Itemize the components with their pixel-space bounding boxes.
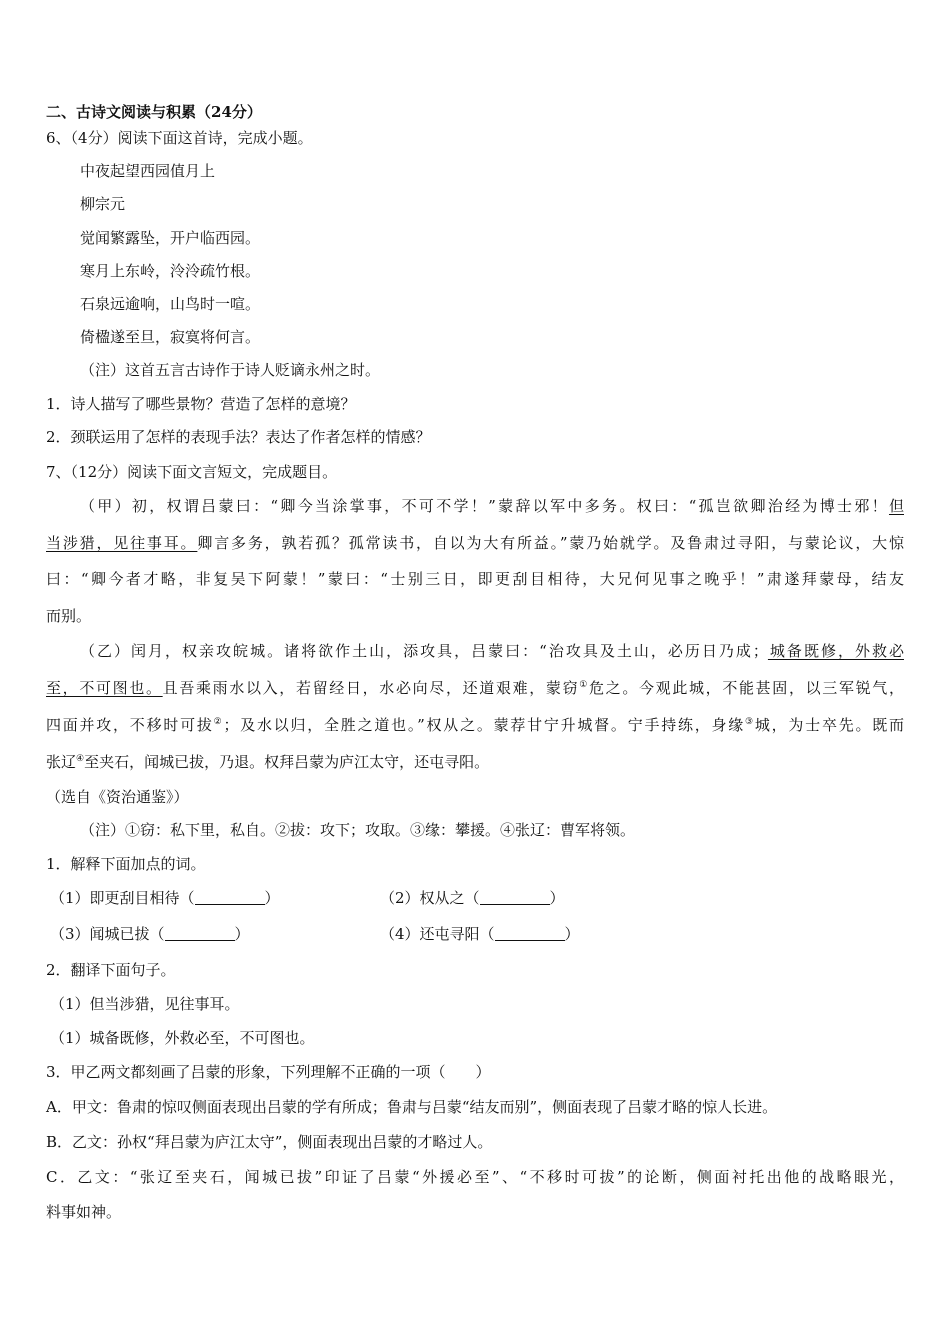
option-b: B．乙文：孙权“拜吕蒙为庐江太守”，侧面表现出吕蒙的才略过人。 [46, 1133, 493, 1151]
poem-line: 倚楹遂至旦，寂寞将何言。 [80, 328, 261, 346]
q6-stem: 6、（4分）阅读下面这首诗，完成小题。 [46, 129, 313, 147]
section-title: 二、古诗文阅读与积累（24分） [46, 103, 262, 121]
word-item-row: （3）闻城已拔（ ） （4）还屯寻阳（ ） [50, 925, 580, 943]
footnote-marker: ③ [745, 717, 755, 727]
answer-blank[interactable] [495, 926, 565, 941]
option-a: A．甲文：鲁肃的惊叹侧面表现出吕蒙的学有所成；鲁肃与吕蒙“结友而别”，侧面表现了吕蒙才略的惊人长进。 [46, 1098, 778, 1116]
passage-yi-line: 张辽④至夹石，闻城已拔，乃退。权拜吕蒙为庐江太守，还屯寻阳。 [46, 753, 490, 771]
option-c: C．乙文：“张辽至夹石，闻城已拔”印证了吕蒙“外援必至”、“不移时可拔”的论断，侧面衬托出他的战略眼光， [46, 1168, 904, 1186]
underlined-phrase: 当涉猎，见往事耳。 [46, 534, 198, 552]
poem-line: 寒月上东岭，泠泠疏竹根。 [80, 262, 261, 280]
q7-sub2: 2．翻译下面句子。 [46, 961, 176, 979]
q6-sub2: 2．颈联运用了怎样的表现手法？表达了作者怎样的情感？ [46, 428, 431, 446]
translate-item: （1）城备既修，外救必至，不可图也。 [50, 1029, 315, 1047]
footnote-marker: ④ [76, 754, 85, 764]
footnote-marker: ② [213, 717, 224, 727]
poem-line: 石泉远逾响，山鸟时一喧。 [80, 295, 261, 313]
poem-note: （注）这首五言古诗作于诗人贬谪永州之时。 [80, 361, 381, 379]
option-c-cont: 料事如神。 [46, 1203, 122, 1221]
underlined-phrase: 至，不可图也。 [46, 679, 163, 697]
word-item-row: （1）即更刮目相待（ ） （2）权从之（ ） [50, 889, 565, 907]
footnote-marker: ① [579, 680, 589, 690]
q6-sub1: 1．诗人描写了哪些景物？营造了怎样的意境？ [46, 395, 356, 413]
answer-blank[interactable] [195, 890, 265, 905]
passage-jia-line: （甲）初，权谓吕蒙曰：“卿今当涂掌事，不可不学！”蒙辞以军中多务。权曰：“孤岂欲卿治经为博士邪！但 [80, 497, 904, 515]
passage-jia-line: 当涉猎，见往事耳。卿言多务，孰若孤？孤常读书，自以为大有所益。”蒙乃始就学。及鲁肃过寻阳，与蒙论议，大惊 [46, 534, 904, 552]
poem-author: 柳宗元 [80, 195, 126, 213]
answer-blank[interactable] [165, 926, 235, 941]
q7-sub3: 3．甲乙两文都刻画了吕蒙的形象，下列理解不正确的一项（ ） [46, 1063, 491, 1081]
passage-yi-line: 四面并攻，不移时可拔②；及水以归，全胜之道也。”权从之。蒙荐甘宁升城督。宁手持练，身缘③城，为士卒先。既而 [46, 716, 904, 734]
passage-note: （注）①窃：私下里，私自。②拔：攻下；攻取。③缘：攀援。④张辽：曹军将领。 [80, 821, 636, 839]
translate-item: （1）但当涉猎，见往事耳。 [50, 995, 240, 1013]
underlined-phrase: 城备既修，外救必 [767, 642, 904, 660]
source-line: （选自《资治通鉴》） [46, 788, 189, 806]
q7-sub1: 1．解释下面加点的词。 [46, 855, 206, 873]
underlined-phrase: 但 [888, 497, 904, 515]
q7-stem: 7、（12分）阅读下面文言短文，完成题目。 [46, 463, 338, 481]
poem-line: 觉闻繁露坠，开户临西园。 [80, 229, 261, 247]
passage-jia-line: 曰：“卿今者才略，非复吴下阿蒙！”蒙曰：“士别三日，即更刮目相待，大兄何见事之晚乎！”肃遂拜蒙母，结友 [46, 570, 904, 588]
passage-yi-line: （乙）闰月，权亲攻皖城。诸将欲作土山，添攻具，吕蒙曰：“治攻具及土山，必历日乃成；城备既修，外救必 [80, 642, 904, 660]
answer-blank[interactable] [480, 890, 550, 905]
passage-yi-line: 至，不可图也。且吾乘雨水以入，若留经日，水必向尽，还道艰难，蒙窃①危之。今观此城，不能甚固，以三军锐气， [46, 679, 904, 697]
poem-title: 中夜起望西园值月上 [80, 162, 216, 180]
passage-jia-line: 而别。 [46, 607, 92, 625]
